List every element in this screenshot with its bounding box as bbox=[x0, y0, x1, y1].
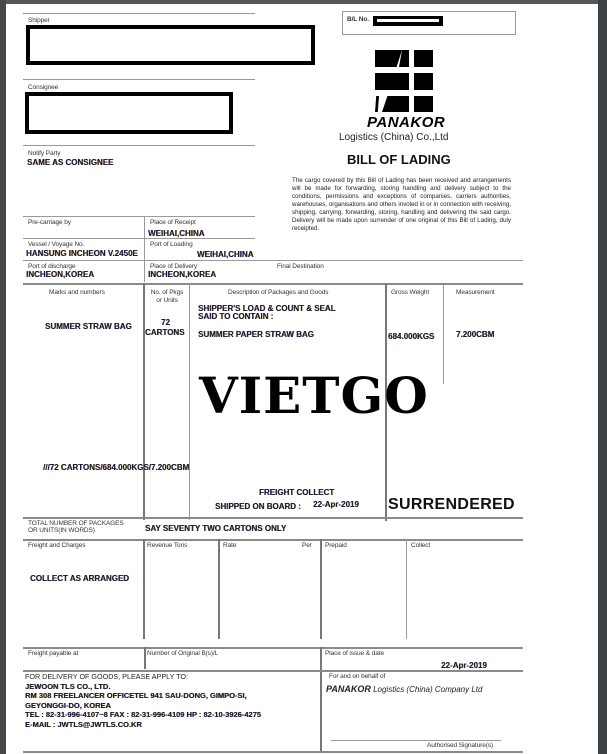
delivery-agent-name: JEWOON TLS CO., LTD. bbox=[25, 681, 111, 691]
divider bbox=[23, 216, 255, 217]
carriage-terms-text: The cargo covered by this Bill of Lading has been received and arrangements will be made for forwarding, storing handling and delivery subject to the conditions, permissions and exceptions of companies, carriers authorities, warehouses, organisations and others involed in or in connection with receiving, shipping, carrying, forwarding, storing, handling and delivering the said cargo. Delivery will be made upon surrender of one original of this Bill of Lading, duly receipted. bbox=[292, 177, 511, 232]
carrier-brand: PANAKOR bbox=[367, 114, 446, 131]
column-divider bbox=[144, 647, 146, 669]
description-line-1: SHIPPER'S LOAD & COUNT & SEAL bbox=[198, 304, 336, 313]
carrier-company-name: Logistics (China) Co.,Ltd bbox=[339, 132, 449, 143]
delivery-agent-address-2: GEYONGGI-DO, KOREA bbox=[25, 700, 111, 710]
signature-company bbox=[326, 684, 482, 694]
bl-number-redaction-inner bbox=[377, 19, 439, 22]
delivery-agent-address-1: RM 308 FREELANCER OFFICETEL 941 SAU-DONG, GIMPO-SI, bbox=[25, 691, 247, 701]
signature-line bbox=[331, 740, 501, 741]
packages-header: No. of Pkgs or Units bbox=[150, 289, 184, 304]
cargo-summary: ///72 CARTONS/684.000KGS/7.200CBM bbox=[43, 463, 190, 472]
divider bbox=[23, 13, 255, 14]
port-of-discharge-label: Port of discharge bbox=[28, 263, 76, 270]
freight-term: FREIGHT COLLECT bbox=[259, 488, 335, 497]
place-of-delivery-value: INCHEON,KOREA bbox=[148, 270, 217, 279]
packages-qty: 72 bbox=[161, 318, 170, 327]
total-packages-value: SAY SEVENTY TWO CARTONS ONLY bbox=[145, 524, 287, 533]
on-behalf-label: For and on behalf of bbox=[329, 673, 386, 680]
shipper-label: Shipper bbox=[28, 17, 50, 24]
divider bbox=[23, 517, 523, 519]
rate-label: Rate bbox=[223, 542, 237, 549]
divider bbox=[23, 238, 255, 239]
total-packages-label-2: OR UNITS(IN WORDS) bbox=[28, 527, 95, 534]
document-title: BILL OF LADING bbox=[347, 152, 451, 167]
surrendered-stamp: SURRENDERED bbox=[388, 496, 515, 513]
shipped-on-board-label: SHIPPED ON BOARD : bbox=[215, 502, 301, 511]
original-bl-count-label: Number of Original B(s)/L bbox=[147, 650, 219, 657]
port-of-discharge-value: INCHEON,KOREA bbox=[26, 270, 95, 279]
marks-value: SUMMER STRAW BAG bbox=[45, 322, 132, 331]
divider bbox=[23, 283, 523, 285]
divider bbox=[23, 79, 255, 80]
vessel-voyage-value: HANSUNG INCHEON V.2450E bbox=[26, 249, 138, 258]
marks-header: Marks and numbers bbox=[49, 289, 105, 296]
vietgo-watermark: VIETGO bbox=[199, 366, 429, 425]
prepaid-label: Prepaid bbox=[325, 542, 347, 549]
notify-party-value: SAME AS CONSIGNEE bbox=[27, 158, 114, 167]
divider bbox=[23, 539, 523, 541]
window-frame-right bbox=[598, 0, 607, 754]
gross-weight-value: 684.000KGS bbox=[388, 332, 435, 341]
bill-of-lading-page bbox=[6, 4, 598, 754]
description-item: SUMMER PAPER STRAW BAG bbox=[198, 330, 314, 339]
column-divider bbox=[443, 284, 444, 384]
measurement-value: 7.200CBM bbox=[456, 330, 495, 339]
authorised-signature-label: Authorised Signature(s) bbox=[427, 742, 493, 749]
column-divider bbox=[143, 539, 145, 639]
column-divider bbox=[320, 647, 322, 752]
pre-carriage-label: Pre-carriage by bbox=[28, 219, 71, 226]
consignee-label: Consignee bbox=[28, 84, 59, 91]
delivery-agent-block bbox=[25, 672, 261, 730]
shipper-redaction bbox=[26, 25, 315, 65]
port-of-loading-value: WEIHAI,CHINA bbox=[197, 250, 254, 259]
measurement-header: Measurement bbox=[456, 289, 495, 296]
shipped-on-board-date: 22-Apr-2019 bbox=[313, 500, 359, 509]
column-divider bbox=[320, 539, 322, 639]
port-of-loading-label: Port of Loading bbox=[150, 241, 193, 248]
bl-number-label: B/L No. bbox=[347, 16, 369, 23]
divider bbox=[23, 145, 255, 146]
freight-charges-label: Freight and Charges bbox=[28, 542, 86, 549]
collect-label: Collect bbox=[411, 542, 431, 549]
total-packages-label-1: TOTAL NUMBER OF PACKAGES bbox=[28, 520, 124, 527]
gross-weight-header: Gross Weight bbox=[391, 289, 430, 296]
per-label: Per bbox=[302, 542, 312, 549]
divider bbox=[23, 260, 523, 261]
description-line-2: SAID TO CONTAIN : bbox=[198, 312, 274, 321]
divider bbox=[144, 216, 145, 282]
place-date-issue-value: 22-Apr-2019 bbox=[441, 661, 487, 670]
delivery-agent-phones: TEL : 82-31-996-4107~8 FAX : 82-31-996-4109 HP : 82-10-3926-4275 bbox=[25, 710, 261, 720]
divider bbox=[23, 751, 523, 753]
description-header: Description of Packages and Goods bbox=[228, 289, 329, 296]
notify-party-label: Notify Party bbox=[28, 150, 61, 157]
place-of-receipt-value: WEIHAI,CHINA bbox=[148, 229, 205, 238]
column-divider bbox=[189, 283, 190, 520]
delivery-agent-email: E-MAIL : JWTLS@JWTLS.CO.KR bbox=[25, 719, 142, 729]
consignee-redaction bbox=[25, 92, 233, 134]
signature-company-name: Logistics (China) Company Ltd bbox=[373, 685, 483, 694]
divider bbox=[23, 647, 523, 649]
place-date-issue-label: Place of issue & date bbox=[325, 650, 384, 657]
column-divider bbox=[143, 283, 145, 520]
final-destination-label: Final Destination bbox=[277, 263, 324, 270]
freight-payable-label: Freight payable at bbox=[28, 650, 79, 657]
column-divider bbox=[218, 539, 220, 639]
place-of-receipt-label: Place of Receipt bbox=[150, 219, 196, 226]
place-of-delivery-label: Place of Delivery bbox=[150, 263, 198, 270]
vessel-voyage-label: Vessel / Voyage No. bbox=[28, 241, 85, 248]
revenue-tons-label: Revenue Tons bbox=[147, 542, 188, 549]
freight-charges-value: COLLECT AS ARRANGED bbox=[30, 574, 129, 583]
signature-brand: PANAKOR bbox=[326, 684, 371, 694]
column-divider bbox=[406, 539, 407, 639]
packages-unit: CARTONS bbox=[145, 328, 185, 337]
delivery-agent-header: FOR DELIVERY OF GOODS, PLEASE APPLY TO: bbox=[25, 672, 188, 681]
